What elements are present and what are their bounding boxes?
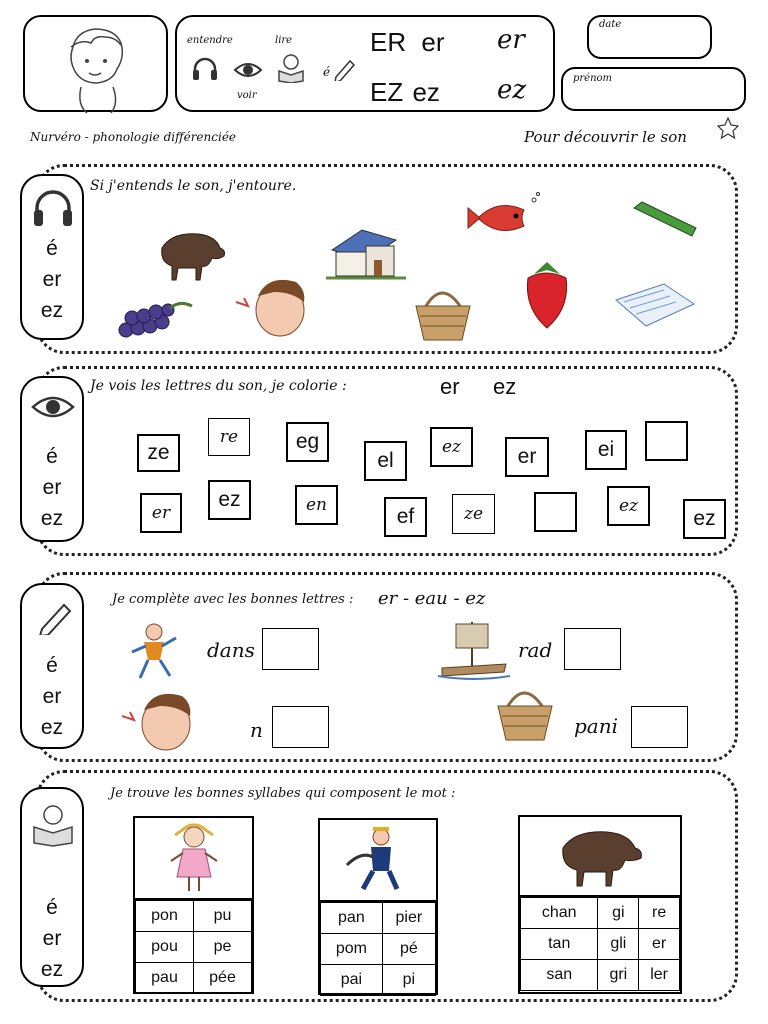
syllable-cell[interactable]: ler — [639, 960, 680, 991]
syllable-cell[interactable]: pan — [321, 903, 383, 934]
eye-icon — [233, 59, 263, 81]
sound-e-accent: é — [46, 896, 58, 919]
listen-instruction: Si j'entends le son, j'entoure. — [90, 178, 297, 194]
target-er: er — [440, 374, 460, 399]
syllable-cell[interactable]: pée — [194, 963, 252, 994]
sound-er-upper: ER — [370, 27, 407, 57]
sound-ez: ez — [40, 958, 64, 981]
grapes-picture[interactable] — [112, 292, 196, 342]
syllable-cell[interactable]: gli — [598, 929, 639, 960]
syllable-cell[interactable]: pier — [382, 903, 435, 934]
syllable-grid — [135, 900, 252, 994]
letter-box-ei[interactable]: ei — [585, 430, 627, 470]
syllable-cell[interactable]: pau — [136, 963, 194, 994]
letter-choices: er - eau - ez — [378, 588, 486, 609]
letter-box-ez[interactable]: ez — [607, 486, 650, 526]
name-label: prénom — [573, 73, 613, 84]
sound-e-accent: é — [46, 654, 58, 677]
reading-icon — [275, 53, 307, 83]
sound-er-cursive: er — [497, 25, 525, 55]
eye-icon — [31, 392, 75, 422]
nose-picture — [118, 688, 198, 752]
sound-ez: ez — [40, 507, 64, 530]
syllable-cell[interactable]: re — [639, 898, 680, 929]
syllable-card-firefighter — [318, 818, 438, 995]
listen-sidebar — [20, 174, 84, 340]
letter-box-er[interactable]: er — [505, 437, 549, 477]
sound-ez: ez — [40, 716, 64, 739]
syllable-cell[interactable]: pi — [382, 965, 435, 996]
sound-er: er — [42, 927, 62, 950]
strawberry-picture[interactable] — [522, 256, 572, 332]
syllable-cell[interactable]: er — [639, 929, 680, 960]
syllable-cell[interactable]: pu — [194, 901, 252, 932]
letter-box-empty[interactable] — [645, 421, 688, 461]
sound-ez-upper: EZ — [370, 77, 404, 107]
see-instruction: Je vois les lettres du son, je colorie : — [90, 378, 347, 394]
letter-box-eg[interactable]: eg — [286, 422, 329, 462]
sound-header-box — [175, 15, 555, 112]
basket-picture[interactable] — [410, 282, 476, 344]
syllable-cell[interactable]: gri — [598, 960, 639, 991]
house-picture[interactable] — [322, 224, 410, 282]
see-label: voir — [237, 90, 257, 101]
reading-icon — [30, 803, 76, 847]
sound-e-accent: é — [46, 237, 58, 260]
letter-box-re[interactable]: re — [208, 418, 250, 456]
answer-box-dans[interactable] — [262, 628, 319, 670]
sound-er: er — [42, 268, 62, 291]
letter-box-ze[interactable]: ze — [137, 434, 180, 472]
syllable-cell[interactable]: pe — [194, 932, 252, 963]
read-label: lire — [275, 35, 293, 46]
answer-box-n[interactable] — [272, 706, 329, 748]
syllable-cell[interactable]: pé — [382, 934, 435, 965]
sound-er-lower: er — [421, 27, 445, 57]
syllable-cell[interactable]: pom — [321, 934, 383, 965]
syllable-cell[interactable]: san — [521, 960, 598, 991]
syllable-cell[interactable]: pou — [136, 932, 194, 963]
raft-picture — [436, 614, 512, 682]
headphones-icon — [31, 188, 75, 228]
basket-picture — [492, 682, 558, 744]
firefighter-picture — [320, 820, 436, 902]
word-n: n — [250, 718, 263, 742]
sound-er: er — [42, 685, 62, 708]
sound-ez-lower: ez — [412, 77, 440, 107]
doll-picture — [135, 818, 252, 900]
sound-ez: ez — [40, 299, 64, 322]
syllable-cell[interactable]: chan — [521, 898, 598, 929]
letter-box-ef[interactable]: ef — [384, 497, 427, 537]
date-field[interactable] — [587, 15, 712, 59]
boar-picture — [520, 817, 680, 897]
word-pani: pani — [574, 714, 619, 738]
sound-e-accent: é — [46, 445, 58, 468]
letter-box-ez[interactable]: ez — [430, 427, 473, 467]
syllable-card-boar — [518, 815, 682, 994]
syllable-grid — [520, 897, 680, 991]
word-dans: dans — [207, 638, 255, 662]
syllable-card-doll — [133, 816, 254, 994]
date-label: date — [599, 19, 622, 30]
notebook-picture[interactable] — [612, 280, 696, 330]
pencil-picture[interactable] — [630, 198, 700, 240]
headphones-icon — [191, 55, 219, 83]
boy-picture-box — [23, 15, 168, 112]
pencil-icon — [332, 57, 358, 81]
syllable-cell[interactable]: pon — [136, 901, 194, 932]
boar-picture[interactable] — [152, 226, 226, 282]
fish-picture[interactable] — [464, 190, 544, 240]
pencil-icon — [34, 599, 74, 635]
nose-picture[interactable] — [232, 274, 312, 338]
sound-er: er — [42, 476, 62, 499]
worksheet-goal: Pour découvrir le son — [524, 128, 687, 146]
letter-box-ze[interactable]: ze — [452, 494, 495, 534]
write-instruction: Je complète avec les bonnes lettres : — [112, 592, 354, 607]
see-sidebar — [20, 376, 84, 542]
letter-box-er[interactable]: er — [140, 493, 182, 533]
syllable-grid — [320, 902, 436, 996]
syllable-cell[interactable]: gi — [598, 898, 639, 929]
letter-box-el[interactable]: el — [364, 441, 407, 481]
boy-illustration — [25, 17, 170, 114]
letter-box-ez[interactable]: ez — [683, 499, 726, 539]
syllable-cell[interactable]: tan — [521, 929, 598, 960]
worksheet-subtitle: Nurvéro - phonologie différenciée — [30, 130, 237, 144]
write-label: é — [323, 65, 331, 79]
dancer-picture — [122, 620, 186, 682]
sound-ez-cursive: ez — [497, 75, 527, 105]
letter-box-ez[interactable]: ez — [208, 480, 251, 520]
star-icon — [716, 116, 740, 140]
letter-box-empty[interactable] — [534, 492, 577, 532]
name-field[interactable] — [561, 67, 746, 111]
listen-label: entendre — [187, 35, 233, 46]
letter-box-en[interactable]: en — [295, 485, 338, 525]
target-ez: ez — [493, 374, 517, 399]
word-rad: rad — [518, 638, 553, 662]
read-instruction: Je trouve les bonnes syllabes qui composent le mot : — [110, 786, 456, 801]
read-sidebar — [20, 787, 84, 987]
write-sidebar — [20, 583, 84, 749]
answer-box-pani[interactable] — [631, 706, 688, 748]
syllable-cell[interactable]: pai — [321, 965, 383, 996]
answer-box-rad[interactable] — [564, 628, 621, 670]
